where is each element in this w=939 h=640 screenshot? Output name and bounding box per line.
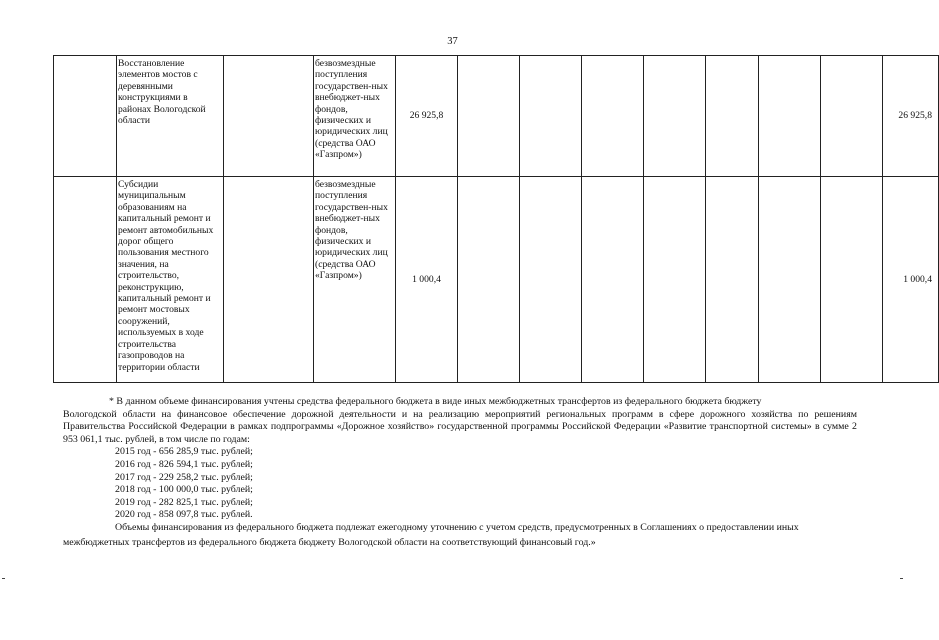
- year-amount: 1 000,4: [883, 177, 939, 383]
- footnote: [63, 396, 857, 549]
- empty-cell: [520, 56, 582, 177]
- empty-cell: [54, 56, 117, 177]
- measure-name: Субсидии муниципальным образованиям на капитальный ремонт и ремонт автомобильных дорог общего пользования местного значения, на строительство, реконструкцию, капитальный ремонт и ремонт мостовых сооружений, используемых в ходе строительства газопроводов на территории области: [118, 179, 214, 373]
- empty-cell: [582, 56, 644, 177]
- funding-source-cell: [314, 56, 396, 177]
- empty-cell: [458, 177, 520, 383]
- footnote-closing-tail: межбюджетных трансфертов из федерального бюджета бюджету Вологодской области на соответствующий финансовый год.»: [63, 536, 596, 548]
- year-item: 2020 год - 858 097,8 тыс. рублей.: [115, 509, 253, 521]
- measure-name: Восстановление элементов мостов с деревянными конструкциями в районах Вологодской области: [118, 58, 206, 127]
- table-row: [54, 177, 939, 383]
- empty-cell: [759, 177, 821, 383]
- funding-source: безвозмездные поступления государствен-ных внебюджет-ных фондов, физических и юридических лиц (средства ОАО «Газпром»): [315, 58, 388, 161]
- year-item: 2016 год - 826 594,1 тыс. рублей;: [115, 458, 253, 470]
- empty-cell: [706, 177, 759, 383]
- empty-cell: [224, 177, 314, 383]
- footnote-intro: * В данном объеме финансирования учтены средства федерального бюджета в виде иных межбюджетных трансфертов из федерального бюджета бюджету: [109, 396, 762, 407]
- year-item: 2017 год - 229 258,2 тыс. рублей;: [115, 471, 253, 483]
- funding-source: безвозмездные поступления государствен-ных внебюджет-ных фондов, физических и юридических лиц (средства ОАО «Газпром»): [315, 179, 388, 282]
- footnote-closing: Объемы финансирования из федерального бюджета подлежат ежегодному уточнению с учетом средств, предусмотренных в Соглашениях о предоставлении иных: [115, 521, 799, 533]
- year-amount: 26 925,8: [883, 56, 939, 177]
- total-amount: 26 925,8: [396, 56, 458, 177]
- scan-edge-mark: [2, 578, 5, 579]
- footnote-continuation: Вологодской области на финансовое обеспечение дорожной деятельности и на реализацию мероприятий региональных программ в сфере дорожного хозяйства по решениям Правительства Российской Федерации в рамках подпрограммы «Дорожное хозяйство» государственной программы Российской Федерации «Развитие транспортной системы» в сумме 2 953 061,1 тыс. рублей, в том числе по годам:: [63, 408, 857, 445]
- empty-cell: [759, 56, 821, 177]
- budget-table: [53, 55, 939, 383]
- total-amount: 1 000,4: [396, 177, 458, 383]
- empty-cell: [821, 56, 883, 177]
- empty-cell: [644, 177, 706, 383]
- empty-cell: [706, 56, 759, 177]
- funding-source-cell: [314, 177, 396, 383]
- empty-cell: [582, 177, 644, 383]
- measure-name-cell: [117, 56, 224, 177]
- empty-cell: [224, 56, 314, 177]
- empty-cell: [54, 177, 117, 383]
- year-item: 2018 год - 100 000,0 тыс. рублей;: [115, 484, 253, 496]
- empty-cell: [821, 177, 883, 383]
- scan-edge-mark: [900, 578, 903, 579]
- year-item: 2015 год - 656 285,9 тыс. рублей;: [115, 446, 253, 458]
- year-item: 2019 год - 282 825,1 тыс. рублей;: [115, 496, 253, 508]
- year-list: [97, 446, 857, 522]
- empty-cell: [520, 177, 582, 383]
- measure-name-cell: [117, 177, 224, 383]
- page-number: 37: [447, 36, 458, 47]
- table-row: [54, 56, 939, 177]
- empty-cell: [458, 56, 520, 177]
- empty-cell: [644, 56, 706, 177]
